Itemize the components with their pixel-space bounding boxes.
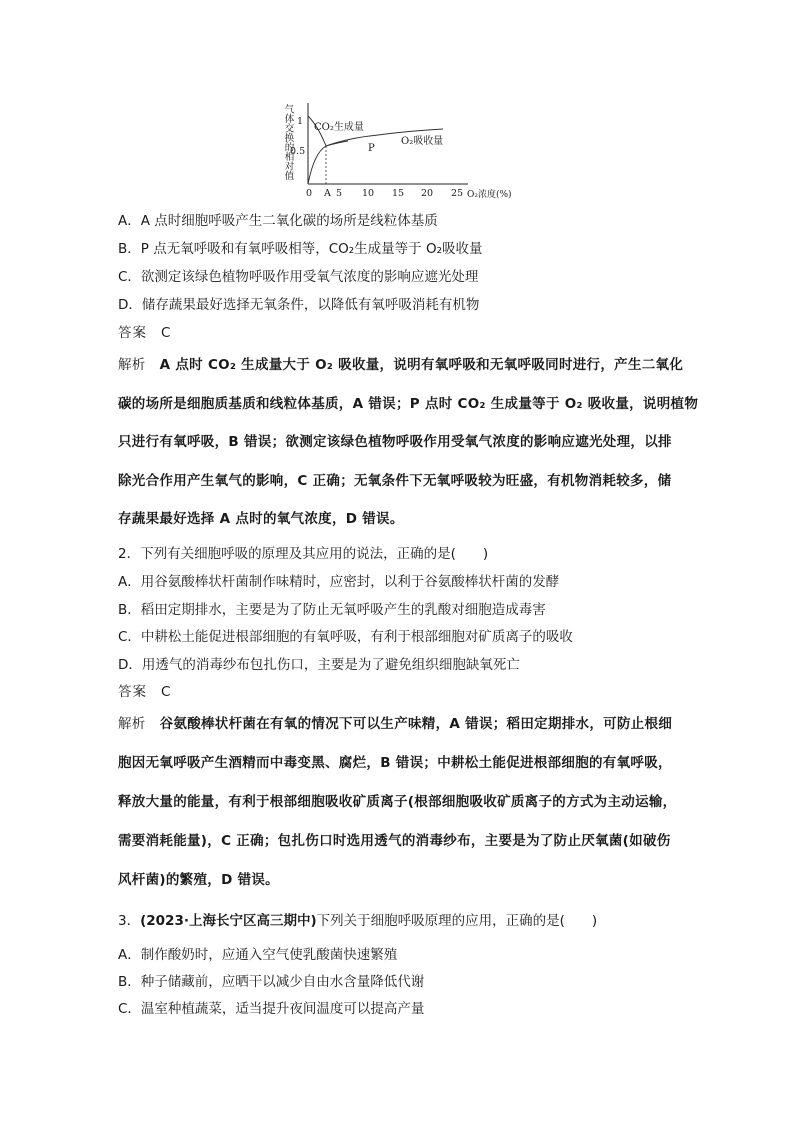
x-tick-20: 20 bbox=[421, 188, 434, 199]
q3-number: 3． bbox=[118, 913, 141, 929]
answer-value: C bbox=[161, 325, 171, 341]
y-tick-0-5: 0.5 bbox=[290, 146, 306, 157]
x-tick-15: 15 bbox=[392, 188, 405, 199]
o2-curve bbox=[308, 141, 348, 184]
q1-option-b: B．P 点无氧呼吸和有氧呼吸相等，CO₂生成量等于 O₂吸收量 bbox=[118, 241, 483, 257]
q3-source: (2023·上海长宁区高三期中) bbox=[140, 913, 317, 929]
q3-option-c: C．温室种植蔬菜，适当提升夜间温度可以提高产量 bbox=[118, 1001, 425, 1017]
q2-stem: 2．下列有关细胞呼吸的原理及其应用的说法，正确的是( ) bbox=[118, 546, 489, 562]
q1-answer bbox=[118, 324, 170, 342]
o2-curve-label: O₂吸收量 bbox=[401, 136, 444, 147]
answer-label: 答案 bbox=[118, 325, 147, 341]
q1-analysis-line-5: 存蔬果最好选择 A 点时的氧气浓度，D 错误。 bbox=[118, 511, 404, 527]
y-axis-label: 气体交换的相对值 bbox=[282, 104, 294, 180]
x-tick-0: 0 bbox=[306, 188, 313, 199]
q1-option-c: C．欲测定该绿色植物呼吸作用受氧气浓度的影响应遮光处理 bbox=[118, 269, 479, 285]
co2-curve-label: CO₂生成量 bbox=[314, 122, 364, 133]
respiration-chart bbox=[268, 98, 528, 206]
q3-stem-text: 下列关于细胞呼吸原理的应用，正确的是( ) bbox=[316, 913, 598, 929]
q2-option-d: D．用透气的消毒纱布包扎伤口，主要是为了避免组织细胞缺氧死亡 bbox=[118, 657, 520, 673]
answer-value: C bbox=[161, 684, 171, 700]
q1-analysis-line-4: 除光合作用产生氧气的影响，C 正确；无氧条件下无氧呼吸较为旺盛，有机物消耗较多，储 bbox=[118, 473, 672, 489]
q2-analysis-line-5: 风杆菌)的繁殖，D 错误。 bbox=[118, 872, 279, 888]
q1-analysis-line-2: 碳的场所是细胞质基质和线粒体基质，A 错误；P 点时 CO₂ 生成量等于 O₂ 吸收量，说明植物 bbox=[118, 396, 699, 412]
q1-analysis-line-1 bbox=[118, 356, 683, 374]
q1-option-d: D．储存蔬果最好选择无氧条件，以降低有氧呼吸消耗有机物 bbox=[118, 297, 480, 313]
q2-analysis-line-1 bbox=[118, 715, 672, 733]
q2-option-b: B．稻田定期排水，主要是为了防止无氧呼吸产生的乳酸对细胞造成毒害 bbox=[118, 602, 546, 618]
q2-option-c: C．中耕松土能促进根部细胞的有氧呼吸，有利于根部细胞对矿质离子的吸收 bbox=[118, 629, 573, 645]
analysis-text: 谷氨酸棒状杆菌在有氧的情况下可以生产味精，A 错误；稻田定期排水，可防止根细 bbox=[159, 716, 673, 732]
q2-analysis-line-4: 需要消耗能量)，C 正确；包扎伤口时选用透气的消毒纱布，主要是为了防止厌氧菌(如破伤 bbox=[118, 833, 671, 849]
q3-option-b: B．种子储藏前，应晒干以减少自由水含量降低代谢 bbox=[118, 974, 425, 990]
point-p-label: P bbox=[368, 143, 375, 154]
q1-analysis-line-3: 只进行有氧呼吸，B 错误；欲测定该绿色植物呼吸作用受氧气浓度的影响应遮光处理，以排 bbox=[118, 434, 672, 450]
q3-option-a: A．制作酸奶时，应通入空气使乳酸菌快速繁殖 bbox=[118, 947, 398, 963]
analysis-label: 解析 bbox=[118, 716, 146, 732]
y-tick-1: 1 bbox=[297, 116, 304, 127]
analysis-label: 解析 bbox=[118, 357, 146, 373]
answer-label: 答案 bbox=[118, 684, 147, 700]
q3-stem bbox=[118, 912, 597, 930]
x-tick-A: A bbox=[324, 188, 331, 199]
q2-answer bbox=[118, 683, 170, 701]
x-tick-5: 5 bbox=[336, 188, 343, 199]
q1-option-a: A．A 点时细胞呼吸产生二氧化碳的场所是线粒体基质 bbox=[118, 213, 438, 229]
x-tick-25: 25 bbox=[451, 188, 464, 199]
q2-option-a: A．用谷氨酸棒状杆菌制作味精时，应密封，以利于谷氨酸棒状杆菌的发酵 bbox=[118, 574, 560, 590]
q2-analysis-line-2: 胞因无氧呼吸产生酒精而中毒变黑、腐烂，B 错误；中耕松土能促进根部细胞的有氧呼吸， bbox=[118, 755, 672, 771]
x-axis-label: O₂浓度(%) bbox=[467, 190, 512, 200]
chart-svg bbox=[268, 98, 528, 206]
analysis-text: A 点时 CO₂ 生成量大于 O₂ 吸收量，说明有氧呼吸和无氧呼吸同时进行，产生二氧化 bbox=[159, 357, 684, 373]
x-tick-10: 10 bbox=[362, 188, 375, 199]
q2-analysis-line-3: 释放大量的能量，有利于根部细胞吸收矿质离子(根部细胞吸收矿质离子的方式为主动运输， bbox=[118, 794, 677, 810]
